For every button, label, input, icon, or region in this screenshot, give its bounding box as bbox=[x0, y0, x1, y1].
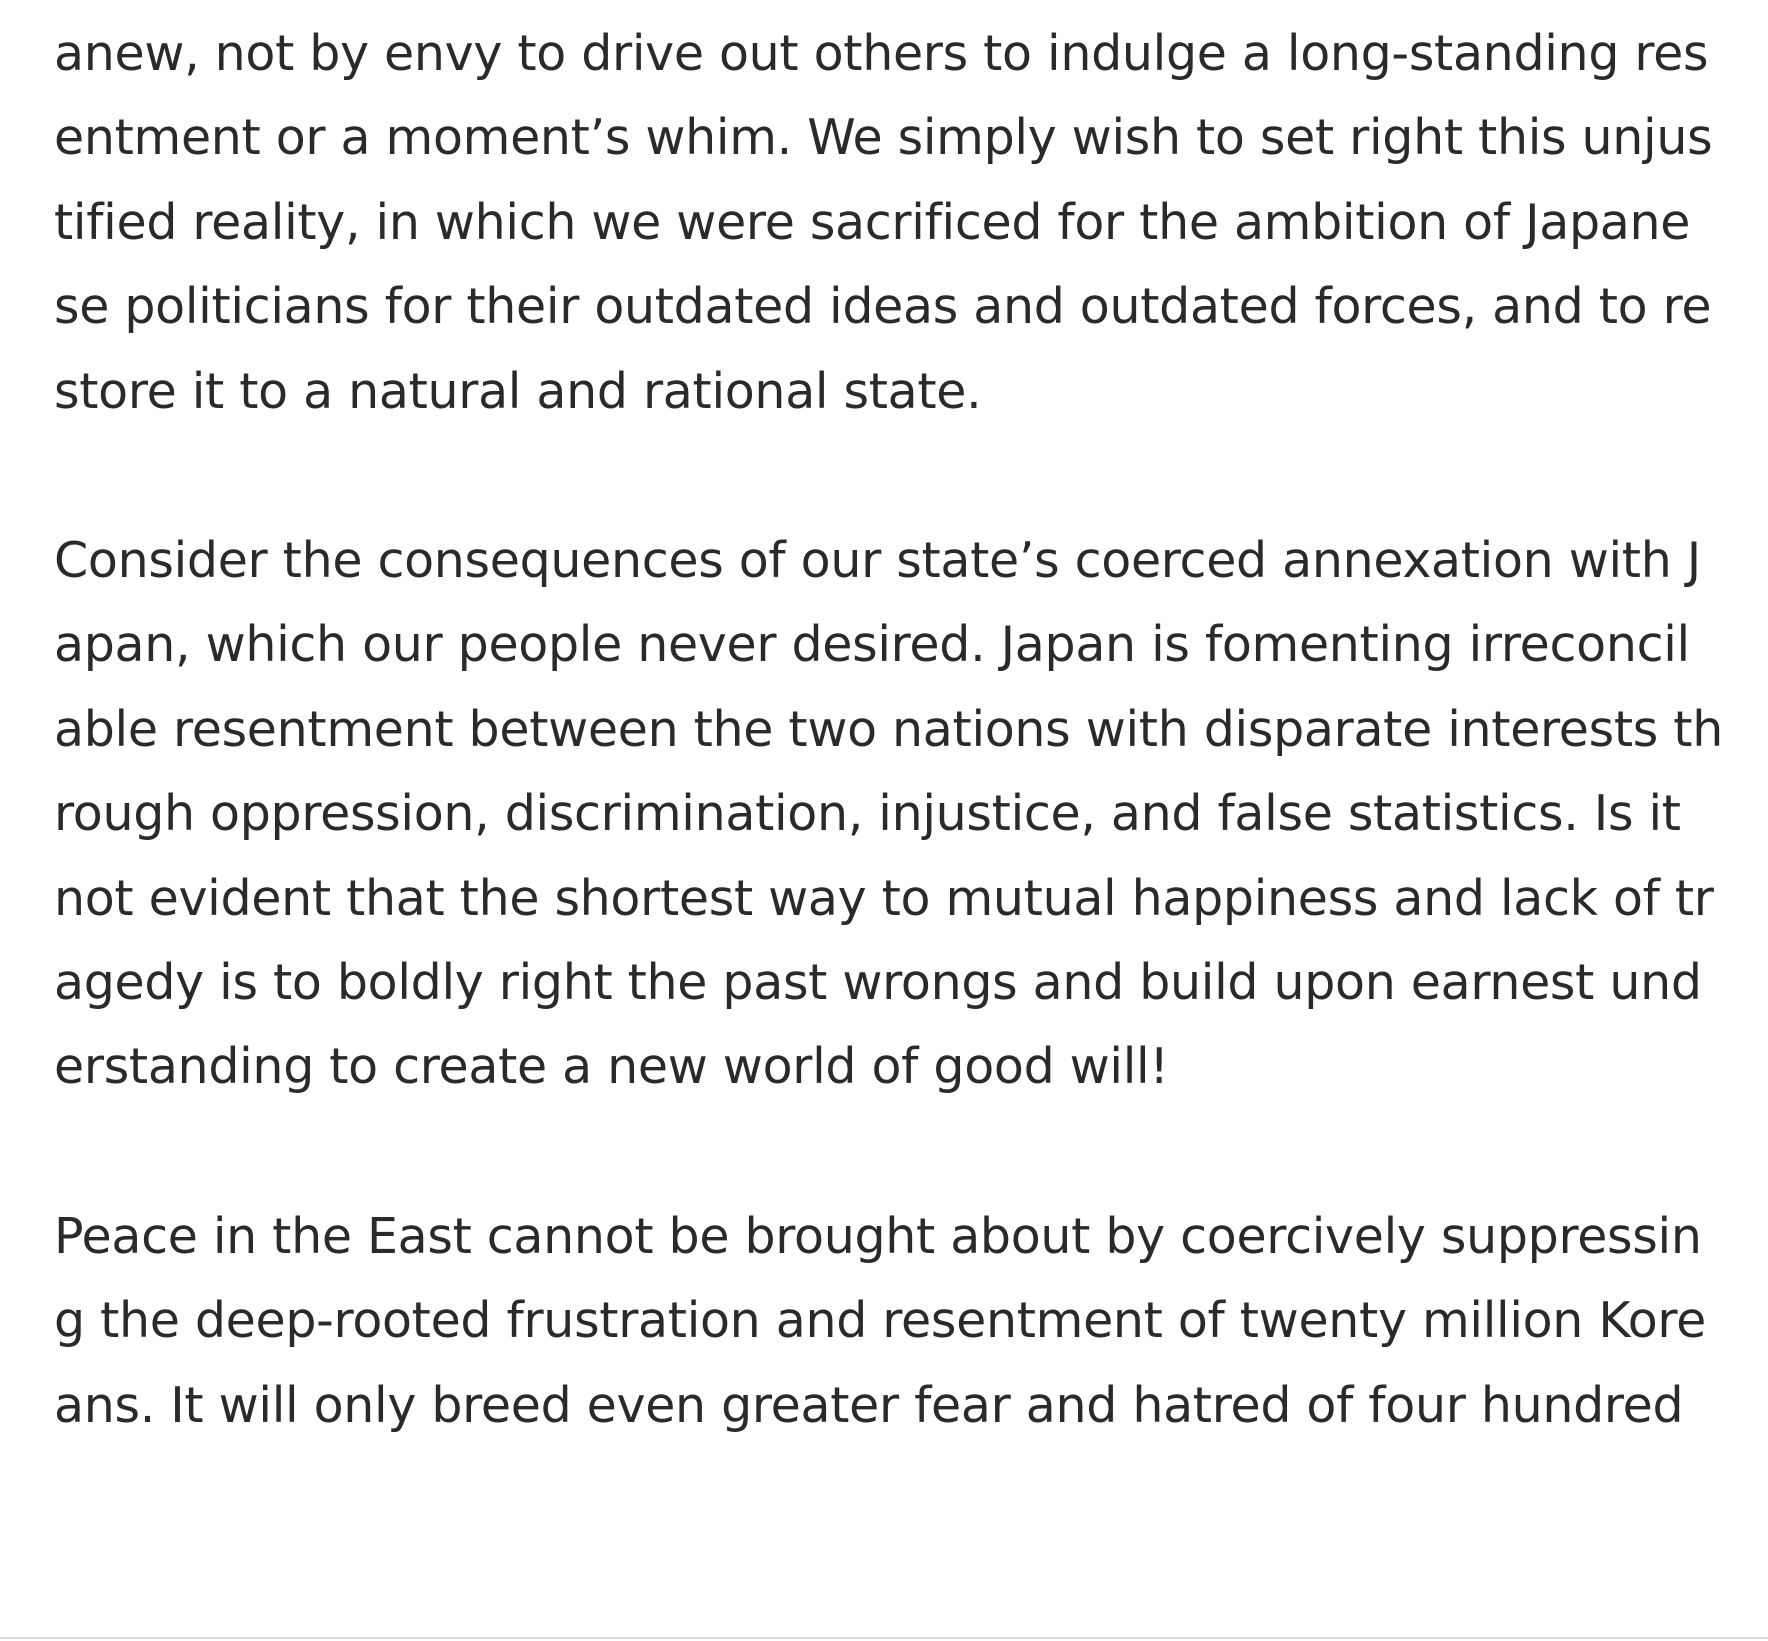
text-line: tified reality, in which we were sacrificed for the ambition of Japane bbox=[54, 194, 1691, 251]
text-line: g the deep-rooted frustration and resentment of twenty million Kore bbox=[54, 1292, 1707, 1349]
article-body bbox=[54, 0, 1734, 1641]
text-line: Peace in the East cannot be brought about by coercively suppressin bbox=[54, 1208, 1702, 1265]
text-line: agedy is to boldly right the past wrongs and build upon earnest und bbox=[54, 954, 1702, 1011]
bottom-divider bbox=[0, 1637, 1768, 1639]
text-line: rough oppression, discrimination, injustice, and false statistics. Is it bbox=[54, 785, 1681, 842]
text-line: anew, not by envy to drive out others to indulge a long-standing res bbox=[54, 25, 1709, 82]
text-line: erstanding to create a new world of good will! bbox=[54, 1038, 1169, 1095]
text-line: not evident that the shortest way to mutual happiness and lack of tr bbox=[54, 870, 1714, 927]
text-line: se politicians for their outdated ideas and outdated forces, and to re bbox=[54, 278, 1712, 335]
text-line: ans. It will only breed even greater fear and hatred of four hundred bbox=[54, 1377, 1684, 1434]
text-line: store it to a natural and rational state. bbox=[54, 363, 982, 420]
text-line: able resentment between the two nations with disparate interests th bbox=[54, 701, 1723, 758]
text-line: apan, which our people never desired. Japan is fomenting irreconcil bbox=[54, 616, 1690, 673]
text-line: Consider the consequences of our state’s coerced annexation with J bbox=[54, 532, 1701, 589]
text-line: entment or a moment’s whim. We simply wish to set right this unjus bbox=[54, 109, 1713, 166]
